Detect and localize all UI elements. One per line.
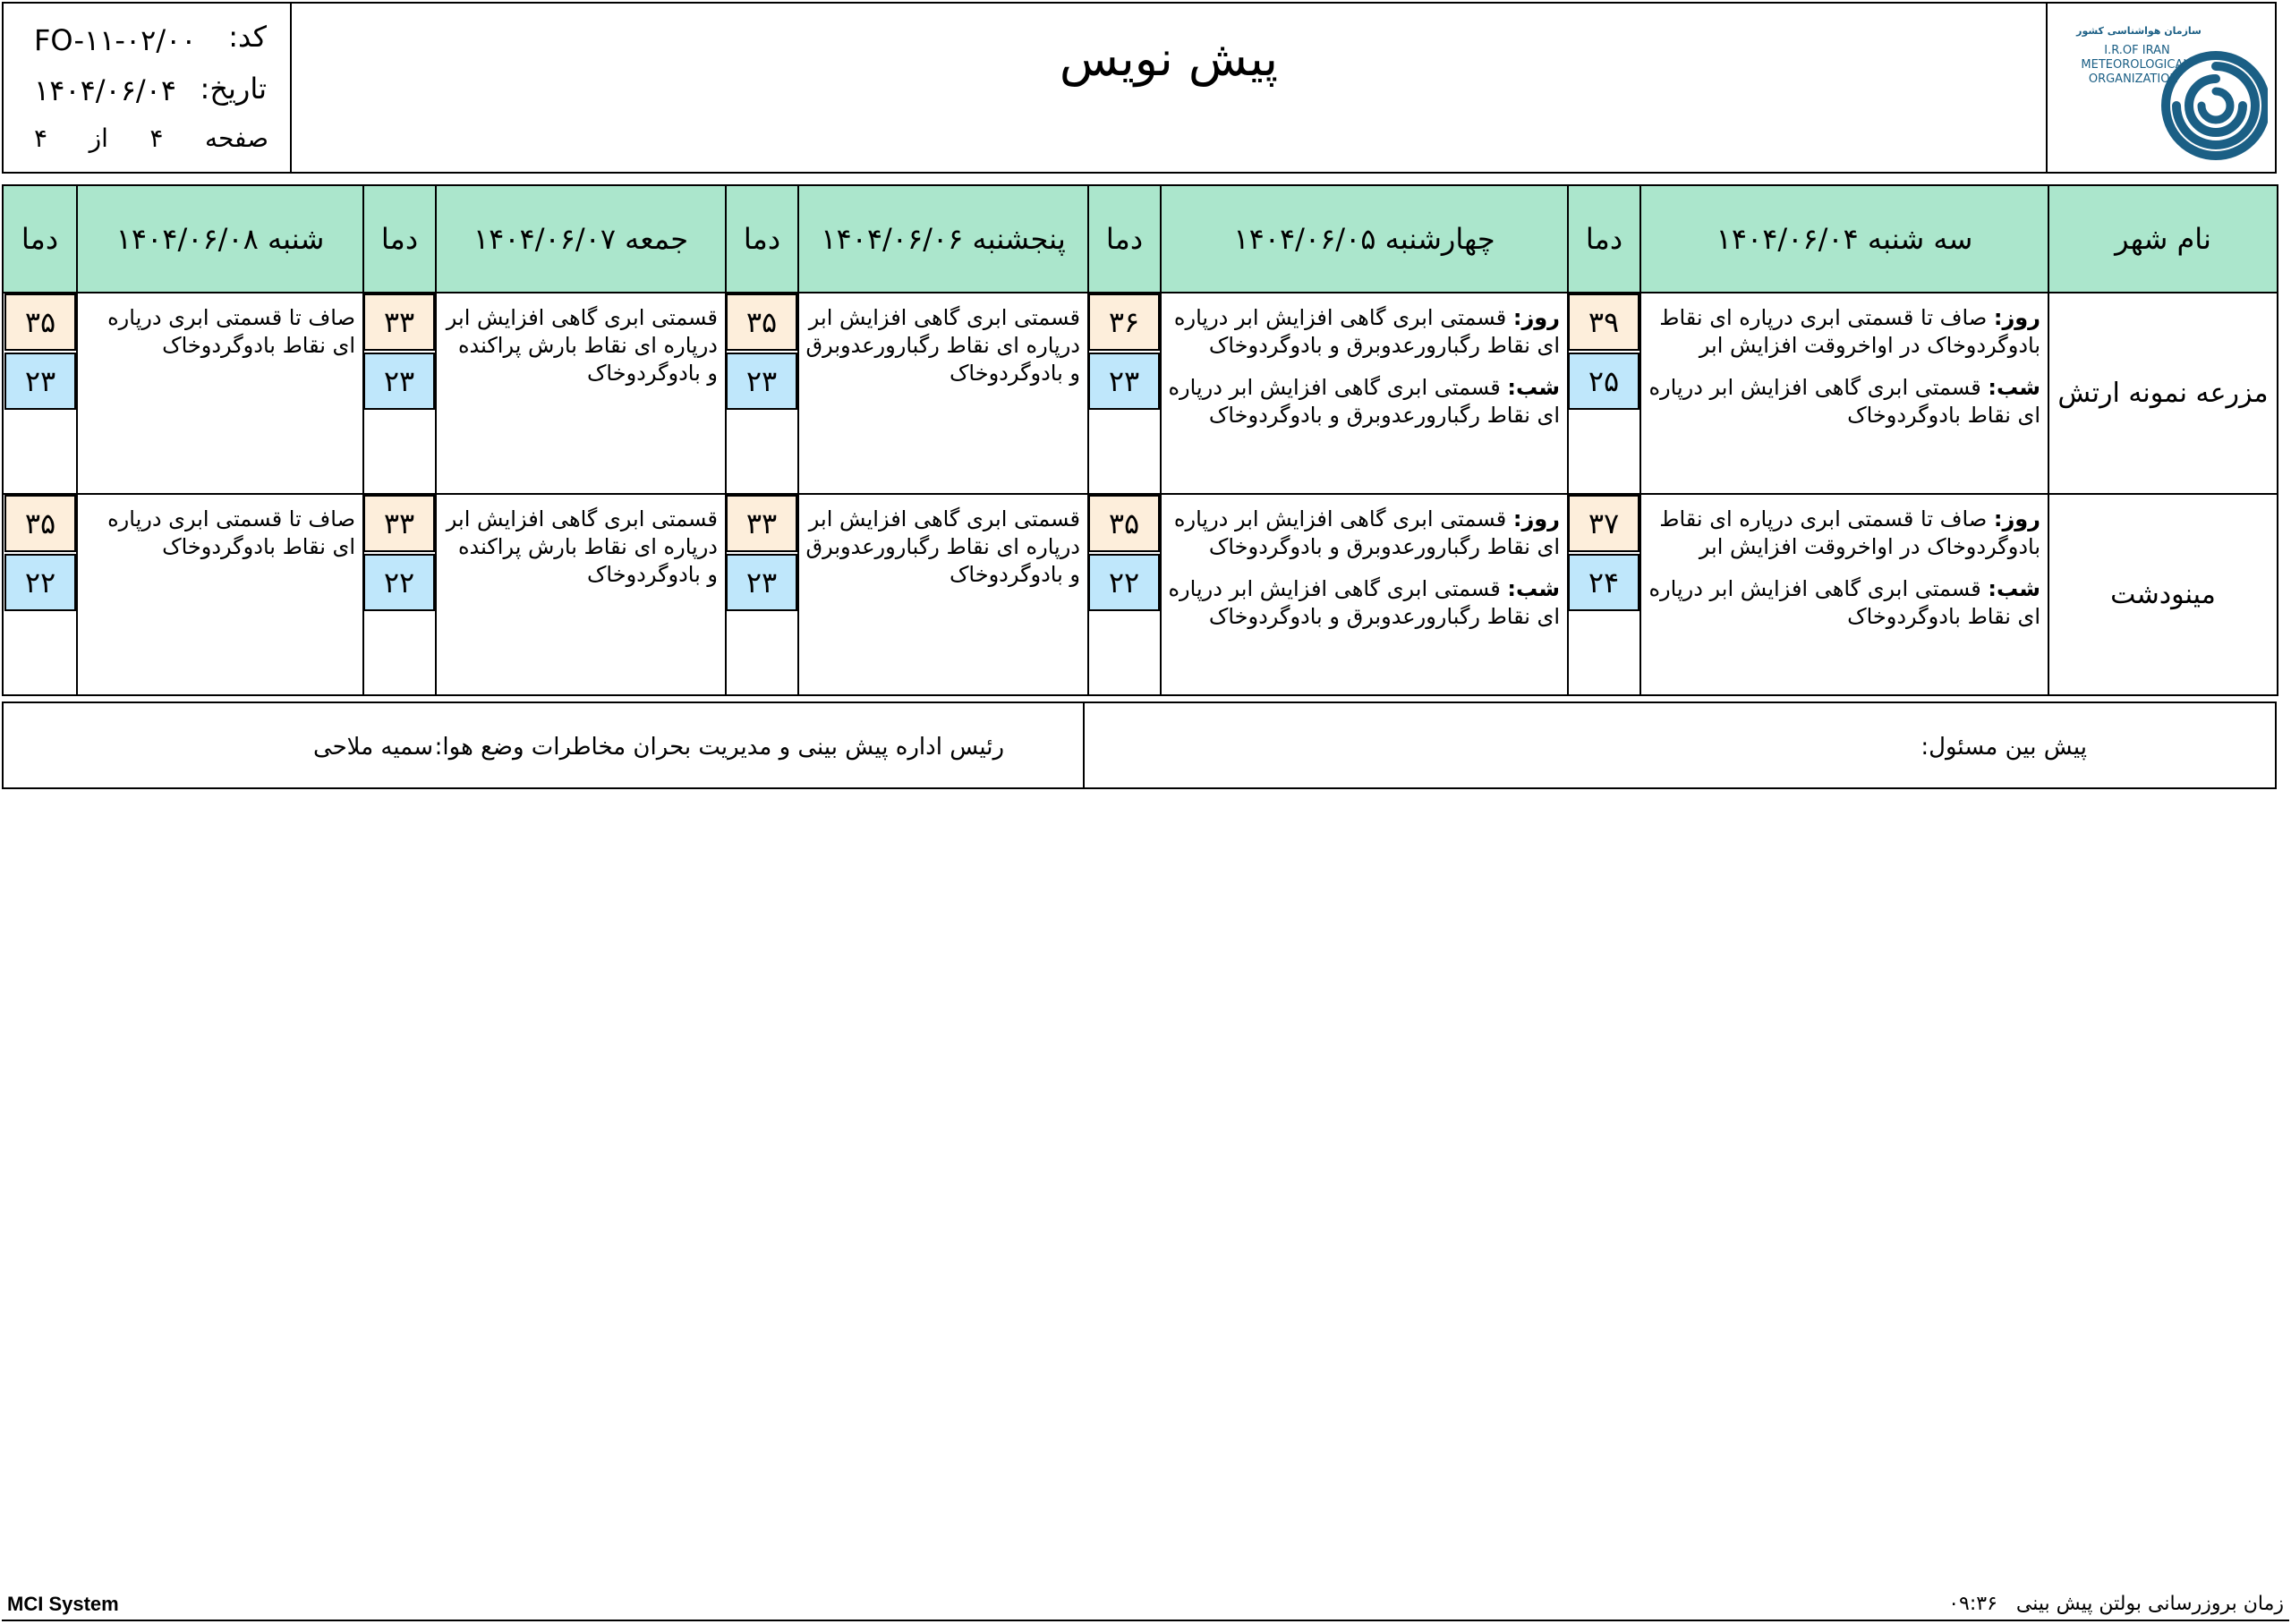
table-row bbox=[3, 293, 2278, 494]
day-header-3: پنجشنبه ۱۴۰۴/۰۶/۰۶ bbox=[798, 185, 1088, 293]
night-forecast: قسمتی ابری گاهی افزایش ابر درپاره ای نقاط بادوگردوخاک bbox=[1648, 576, 2040, 629]
max-temp: ۳۵ bbox=[1088, 495, 1160, 552]
day-label: روز: bbox=[1512, 506, 1560, 531]
city-name: مینودشت bbox=[2048, 494, 2278, 695]
day-header-4: جمعه ۱۴۰۴/۰۶/۰۷ bbox=[436, 185, 726, 293]
temp-cell bbox=[1088, 494, 1161, 695]
day-label: روز: bbox=[1993, 305, 2040, 330]
max-temp: ۳۶ bbox=[1088, 293, 1160, 351]
forecaster-label: پیش بین مسئول: bbox=[1921, 734, 2087, 761]
page-label: صفحه bbox=[204, 123, 268, 153]
page-title: پیش نویس bbox=[1059, 30, 1279, 87]
temp-cell bbox=[363, 293, 436, 494]
forecast-cell bbox=[1161, 494, 1568, 695]
max-temp: ۳۵ bbox=[4, 293, 76, 351]
temp-header-1: دما bbox=[1568, 185, 1640, 293]
max-temp: ۳۳ bbox=[726, 495, 797, 552]
night-forecast: قسمتی ابری گاهی افزایش ابر درپاره ای نقاط بادوگردوخاک bbox=[1648, 375, 2040, 428]
min-temp: ۲۲ bbox=[4, 554, 76, 611]
code-label: کد: bbox=[228, 20, 267, 54]
temp-header-4: دما bbox=[363, 185, 436, 293]
day-header-5: شنبه ۱۴۰۴/۰۶/۰۸ bbox=[77, 185, 363, 293]
day-forecast: قسمتی ابری گاهی افزایش ابر درپاره ای نقاط رگبارورعدوبرق و بادوگردوخاک bbox=[1173, 506, 1560, 559]
day-forecast: صاف تا قسمتی ابری درپاره ای نقاط بادوگردوخاک در اواخروقت افزایش ابر bbox=[1659, 305, 2040, 358]
forecast-text: قسمتی ابری گاهی افزایش ابر درپاره ای نقاط رگبارورعدوبرق و بادوگردوخاک bbox=[805, 305, 1080, 386]
update-label: زمان بروزرسانی بولتن پیش بینی bbox=[2015, 1593, 2284, 1615]
day-forecast: قسمتی ابری گاهی افزایش ابر درپاره ای نقاط رگبارورعدوبرق و بادوگردوخاک bbox=[1173, 305, 1560, 358]
table-header-row bbox=[3, 185, 2278, 293]
min-temp: ۲۳ bbox=[4, 353, 76, 410]
forecast-cell bbox=[1161, 293, 1568, 494]
min-temp: ۲۳ bbox=[1088, 353, 1160, 410]
document-header bbox=[2, 2, 2277, 174]
page-number: ۴ bbox=[149, 123, 164, 153]
page-of: از bbox=[89, 123, 108, 153]
temp-cell bbox=[3, 293, 77, 494]
min-temp: ۲۴ bbox=[1568, 554, 1639, 611]
min-temp: ۲۳ bbox=[363, 353, 435, 410]
forecast-text: قسمتی ابری گاهی افزایش ابر درپاره ای نقاط رگبارورعدوبرق و بادوگردوخاک bbox=[805, 506, 1080, 587]
forecast-table bbox=[2, 184, 2278, 696]
signature-divider bbox=[1083, 703, 1085, 787]
min-temp: ۲۳ bbox=[726, 353, 797, 410]
night-label: شب: bbox=[1507, 375, 1560, 400]
day-header-2: چهارشنبه ۱۴۰۴/۰۶/۰۵ bbox=[1161, 185, 1568, 293]
max-temp: ۳۵ bbox=[726, 293, 797, 351]
forecast-text: صاف تا قسمتی ابری درپاره ای نقاط بادوگردوخاک bbox=[107, 506, 355, 559]
logo-text-fa: سازمان هواشناسی کشور bbox=[2076, 25, 2202, 37]
page-indicator bbox=[34, 123, 268, 153]
temp-header-2: دما bbox=[1088, 185, 1161, 293]
date-label: تاریخ: bbox=[200, 72, 267, 106]
forecast-text: قسمتی ابری گاهی افزایش ابر درپاره ای نقاط بارش پراکنده و بادوگردوخاک bbox=[446, 305, 718, 386]
forecast-cell bbox=[77, 494, 363, 695]
logo-line2: METEOROLOGICAL bbox=[2081, 58, 2190, 72]
city-column-header: نام شهر bbox=[2048, 185, 2278, 293]
night-forecast: قسمتی ابری گاهی افزایش ابر درپاره ای نقاط رگبارورعدوبرق و بادوگردوخاک bbox=[1168, 375, 1560, 428]
max-temp: ۳۵ bbox=[4, 495, 76, 552]
forecast-cell bbox=[77, 293, 363, 494]
day-forecast: صاف تا قسمتی ابری درپاره ای نقاط بادوگردوخاک در اواخروقت افزایش ابر bbox=[1659, 506, 2040, 559]
temp-cell bbox=[726, 494, 798, 695]
forecast-cell bbox=[798, 293, 1088, 494]
max-temp: ۳۳ bbox=[363, 293, 435, 351]
temp-cell bbox=[1568, 494, 1640, 695]
forecast-cell bbox=[436, 494, 726, 695]
system-name: MCI System bbox=[7, 1593, 119, 1615]
city-name: مزرعه نمونه ارتش bbox=[2048, 293, 2278, 494]
header-divider-left bbox=[290, 4, 292, 172]
min-temp: ۲۲ bbox=[1088, 554, 1160, 611]
max-temp: ۳۹ bbox=[1568, 293, 1639, 351]
signature-block bbox=[2, 701, 2277, 789]
page-total: ۴ bbox=[34, 123, 48, 153]
date-value: ۱۴۰۴/۰۶/۰۴ bbox=[34, 73, 177, 107]
forecast-cell bbox=[436, 293, 726, 494]
night-label: شب: bbox=[1507, 576, 1560, 601]
min-temp: ۲۵ bbox=[1568, 353, 1639, 410]
temp-cell bbox=[1088, 293, 1161, 494]
logo-line3: ORGANIZATION bbox=[2088, 72, 2179, 86]
temp-cell bbox=[726, 293, 798, 494]
day-label: روز: bbox=[1993, 506, 2040, 531]
code-value: FO-۱۱-۰۲/۰۰ bbox=[34, 23, 197, 57]
night-label: شب: bbox=[1988, 576, 2040, 601]
night-forecast: قسمتی ابری گاهی افزایش ابر درپاره ای نقاط رگبارورعدوبرق و بادوگردوخاک bbox=[1168, 576, 1560, 629]
min-temp: ۲۲ bbox=[363, 554, 435, 611]
day-header-1: سه شنبه ۱۴۰۴/۰۶/۰۴ bbox=[1640, 185, 2048, 293]
night-label: شب: bbox=[1988, 375, 2040, 400]
forecast-cell bbox=[798, 494, 1088, 695]
chief-label: رئیس اداره پیش بینی و مدیریت بحران مخاطرات وضع هوا: bbox=[434, 734, 1004, 761]
logo-line1: I.R.OF IRAN bbox=[2104, 44, 2170, 57]
temp-cell bbox=[363, 494, 436, 695]
min-temp: ۲۳ bbox=[726, 554, 797, 611]
forecast-text: قسمتی ابری گاهی افزایش ابر درپاره ای نقاط بارش پراکنده و بادوگردوخاک bbox=[446, 506, 718, 587]
organization-logo bbox=[2053, 16, 2268, 165]
max-temp: ۳۷ bbox=[1568, 495, 1639, 552]
update-time bbox=[1948, 1593, 2284, 1615]
forecast-text: صاف تا قسمتی ابری درپاره ای نقاط بادوگردوخاک bbox=[107, 305, 355, 358]
day-label: روز: bbox=[1512, 305, 1560, 330]
chief-name: سمیه ملاحی bbox=[312, 734, 433, 761]
bottom-rule bbox=[2, 1620, 2289, 1621]
table-row bbox=[3, 494, 2278, 695]
temp-cell bbox=[1568, 293, 1640, 494]
max-temp: ۳۳ bbox=[363, 495, 435, 552]
temp-cell bbox=[3, 494, 77, 695]
temp-header-5: دما bbox=[3, 185, 77, 293]
update-time-value: ۰۹:۳۶ bbox=[1948, 1593, 1997, 1615]
forecast-cell bbox=[1640, 293, 2048, 494]
header-divider-right bbox=[2046, 4, 2048, 172]
forecast-cell bbox=[1640, 494, 2048, 695]
temp-header-3: دما bbox=[726, 185, 798, 293]
